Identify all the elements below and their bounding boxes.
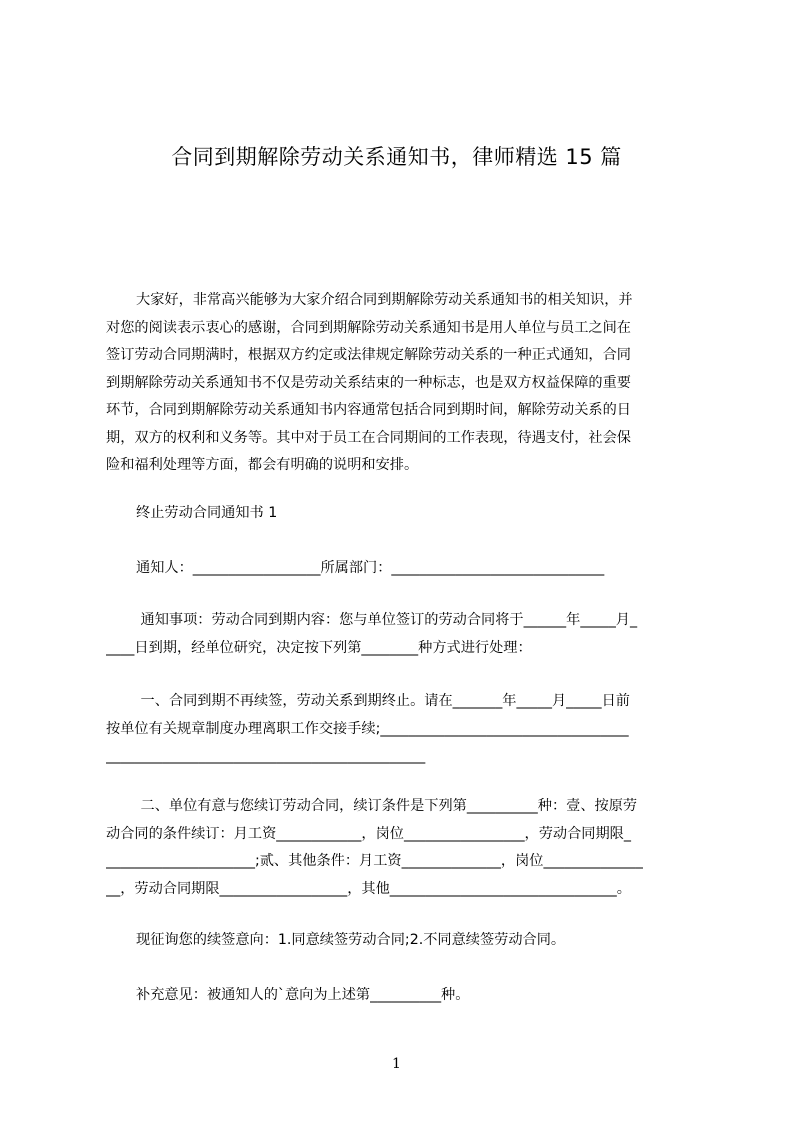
intro-line: 期，双方的权利和义务等。其中对于员工在合同期间的工作表现，待遇支付，社会保	[106, 429, 631, 446]
renewal-inquiry	[106, 927, 700, 955]
option-two-line: __，劳动合同期限__________________，其他________________________________。	[106, 880, 631, 897]
supplementary-opinion	[106, 982, 700, 1010]
intro-line: 对您的阅读表示衷心的感谢，合同到期解除劳动关系通知书是用人单位与员工之间在	[106, 319, 631, 336]
intro-line: 环节，合同到期解除劳动关系通知书内容通常包括合同到期时间，解除劳动关系的日	[106, 402, 631, 418]
page-number: 1	[392, 1056, 401, 1072]
section-heading-text: 终止劳动合同通知书 1	[136, 505, 278, 521]
intro-paragraph	[106, 287, 700, 480]
option-two-line: 动合同的条件续订：月工资____________，岗位_________________，劳动合同期限_	[106, 825, 631, 842]
notice-items-line: ____日到期，经单位研究，决定按下列第________种方式进行处理：	[106, 639, 532, 656]
intro-line: 险和福利处理等方面，都会有明确的说明和安排。	[106, 457, 419, 473]
supplementary-opinion-text: 补充意见：被通知人的`意向为上述第__________种。	[136, 987, 470, 1003]
option-one-line: _____________________________________________	[106, 748, 426, 764]
option-two-line: 二、单位有意与您续订劳动合同，续订条件是下列第__________种：壹、按原劳	[136, 798, 638, 814]
notice-person-text: 通知人：__________________所属部门：______________________________	[136, 560, 605, 576]
option-one-paragraph	[106, 688, 700, 771]
intro-line: 签订劳动合同期满时，根据双方约定或法律规定解除劳动关系的一种正式通知，合同	[106, 347, 631, 363]
intro-line: 到期解除劳动关系通知书不仅是劳动关系结束的一种标志，也是双方权益保障的重要	[106, 374, 631, 391]
option-one-line: 按单位有关规章制度办理离职工作交接手续;___________________________________	[106, 720, 629, 737]
section-heading	[106, 500, 700, 528]
notice-person-line	[106, 555, 700, 583]
notice-items-paragraph	[106, 607, 700, 662]
document-title: 合同到期解除劳动关系通知书，律师精选 15 篇	[171, 145, 622, 169]
option-two-paragraph	[106, 793, 700, 903]
option-one-line: 一、合同到期不再续签，劳动关系到期终止。请在_______年_____月_____日前	[136, 693, 630, 709]
intro-line: 大家好，非常高兴能够为大家介绍合同到期解除劳动关系通知书的相关知识，并	[136, 292, 633, 308]
option-two-line: _____________________;贰、其他条件：月工资______________，岗位______________	[106, 853, 643, 869]
notice-items-line: 通知事项：劳动合同到期内容：您与单位签订的劳动合同将于______年_____月_	[136, 612, 638, 628]
renewal-inquiry-text: 现征询您的续签意向：1.同意续签劳动合同;2.不同意续签劳动合同。	[136, 932, 566, 948]
